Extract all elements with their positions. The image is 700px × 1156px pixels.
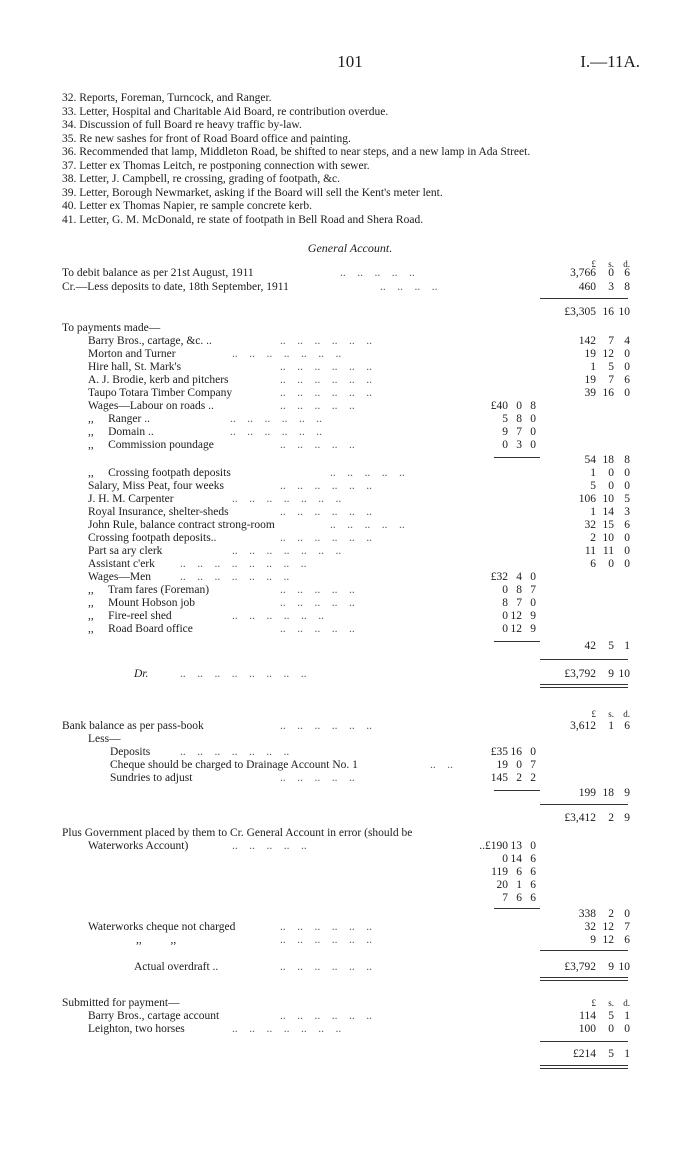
table-row: J. H. M. Carpenter .. .. .. .. .. .. .. 106 10 5 [88, 493, 630, 505]
list-item: 40. Letter ex Thomas Napier, re sample concrete kerb. [62, 200, 312, 212]
table-row: Less— [88, 733, 121, 745]
table-row: Part sa ary clerk .. .. .. .. .. .. .. 11 11 0 [88, 545, 630, 557]
currency-header: £ s. d. [591, 709, 630, 719]
table-row: Wages—Labour on roads .. .. .. .. .. .. £40 0 8 [88, 400, 536, 412]
table-row: Sundries to adjust .. .. .. .. .. 145 2 2 [110, 772, 536, 784]
agenda-items [62, 92, 530, 227]
table-row: ,, Domain .. .. .. .. .. .. .. 9 7 0 [88, 426, 536, 438]
table-row: Barry Bros., cartage, &c. .. .. .. .. .. .. .. 142 7 4 [88, 335, 630, 347]
table-row: £3,305 16 10 [564, 306, 630, 318]
table-row: Waterworks Account) .. .. .. .. .. ..£190 13 0 [88, 840, 536, 852]
table-row: Submitted for payment— £ s. d. [62, 997, 630, 1009]
section-title-general-account: General Account. [307, 241, 393, 255]
table-row: ,, Fire-reel shed .. .. .. .. .. .. 0 12 9 [88, 610, 536, 622]
table-row: Actual overdraft .. .. .. .. .. .. .. £3,792 9 10 [134, 961, 630, 973]
list-item: 34. Discussion of full Board re heavy traffic by-law. [62, 119, 302, 131]
table-row: 0 14 6 [502, 853, 536, 865]
table-row: To debit balance as per 21st August, 1911 .. .. .. .. .. 3,766 0 6 [62, 267, 630, 279]
table-row: Cheque should be charged to Drainage Account No. 1 .. .. 19 0 7 [110, 759, 536, 771]
table-row: Taupo Totara Timber Company .. .. .. .. .. .. 39 16 0 [88, 387, 630, 399]
list-item: 41. Letter, G. M. McDonald, re state of footpath in Bell Road and Shera Road. [62, 213, 424, 226]
table-row: Leighton, two horses .. .. .. .. .. .. .. 100 0 0 [88, 1023, 630, 1035]
page-number: 101 [337, 52, 363, 71]
table-row: Dr. .. .. .. .. .. .. .. .. £3,792 9 10 [134, 668, 630, 680]
table-row: 7 6 6 [502, 892, 536, 904]
list-item: 37. Letter ex Thomas Leitch, re postponing connection with sewer. [62, 159, 370, 172]
table-row: ,, Commission poundage .. .. .. .. .. 0 3 0 [88, 439, 536, 451]
table-row: 42 5 1 [584, 640, 630, 652]
table-row: Morton and Turner .. .. .. .. .. .. .. 19 12 0 [88, 348, 630, 360]
list-item: 32. Reports, Foreman, Turncock, and Ranger. [62, 92, 272, 104]
table-row: John Rule, balance contract strong-room .. .. .. .. .. 32 15 6 [88, 519, 630, 531]
table-row: A. J. Brodie, kerb and pitchers .. .. .. .. .. .. 19 7 6 [88, 374, 630, 386]
table-row: Crossing footpath deposits.. .. .. .. .. .. .. 2 10 0 [88, 532, 630, 544]
table-row: Wages—Men .. .. .. .. .. .. .. £32 4 0 [88, 571, 536, 583]
table-row: Hire hall, St. Mark's .. .. .. .. .. .. 1 5 0 [88, 361, 630, 373]
table-row: 20 1 6 [496, 879, 536, 891]
table-row: ,, ,, .. .. .. .. .. .. 9 12 6 [136, 934, 630, 946]
list-item: 38. Letter, J. Campbell, re crossing, grading of footpath, &c. [62, 173, 341, 185]
table-row: Waterworks cheque not charged .. .. .. .. .. .. 32 12 7 [88, 921, 630, 933]
list-item: 33. Letter, Hospital and Charitable Aid Board, re contribution overdue. [62, 105, 389, 118]
table-row: 119 6 6 [491, 866, 536, 878]
currency-header: £ s. d. [591, 259, 630, 269]
table-row: ,, Mount Hobson job .. .. .. .. .. 8 7 0 [88, 597, 536, 609]
table-row: Barry Bros., cartage account .. .. .. .. .. .. 114 5 1 [88, 1010, 630, 1022]
document-reference: I.—11A. [580, 52, 640, 71]
table-row: £214 5 1 [573, 1048, 630, 1060]
list-item: 35. Re new sashes for front of Road Board office and painting. [62, 132, 351, 145]
table-row: Plus Government placed by them to Cr. General Account in error (should be [62, 827, 413, 839]
table-row: Deposits .. .. .. .. .. .. .. £35 16 0 [110, 746, 536, 758]
table-row: ,, Ranger .. .. .. .. .. .. .. 5 8 0 [88, 413, 536, 425]
table-row: Royal Insurance, shelter-sheds .. .. .. .. .. .. 1 14 3 [88, 506, 630, 518]
table-row: To payments made— [62, 322, 161, 334]
table-row: ,, Crossing footpath deposits .. .. .. .. .. 1 0 0 [88, 467, 630, 479]
table-row: ,, Tram fares (Foreman) .. .. .. .. .. 0 8 7 [88, 584, 536, 596]
list-item: 36. Recommended that lamp, Middleton Road, be shifted to near steps, and a new lamp in Ada Street. [62, 146, 531, 158]
table-row: 338 2 0 [578, 908, 630, 920]
list-item: 39. Letter, Borough Newmarket, asking if the Board will sell the Kent's meter lent. [62, 186, 443, 199]
table-row: 54 18 8 [584, 454, 630, 466]
table-row: Cr.—Less deposits to date, 18th September, 1911 .. .. .. .. 460 3 8 [62, 281, 630, 293]
table-row: Assistant c'erk .. .. .. .. .. .. .. .. 6 0 0 [88, 558, 630, 570]
table-row: Bank balance as per pass-book .. .. .. .. .. .. 3,612 1 6 [62, 720, 630, 732]
table-row: ,, Road Board office .. .. .. .. .. 0 12 9 [88, 623, 536, 635]
table-row: Salary, Miss Peat, four weeks .. .. .. .. .. .. 5 0 0 [88, 480, 630, 492]
table-row: 199 18 9 [578, 787, 630, 799]
table-row: £3,412 2 9 [564, 812, 630, 824]
